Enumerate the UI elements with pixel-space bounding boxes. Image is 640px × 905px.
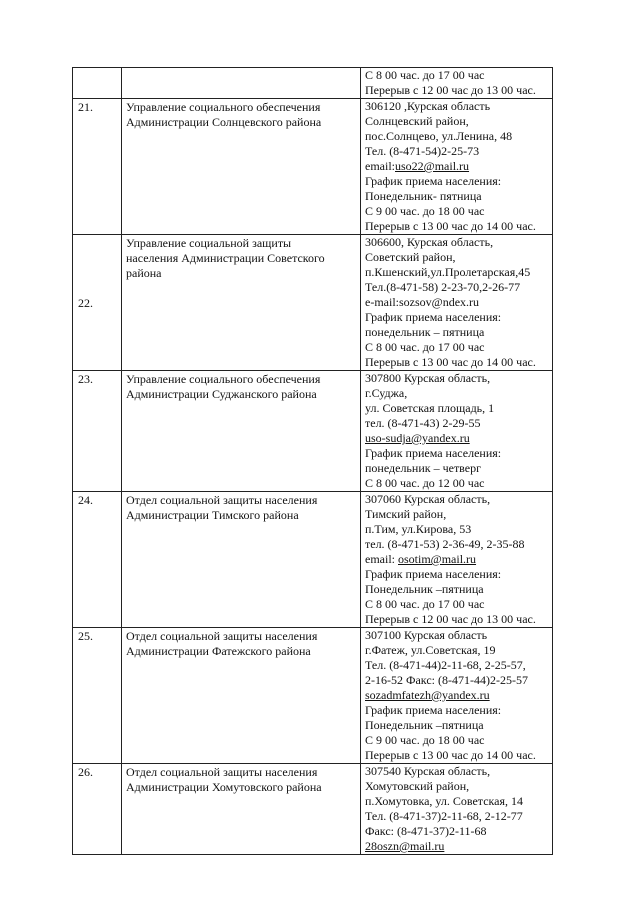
contact-line: г.Суджа,	[365, 386, 408, 400]
table-row	[73, 764, 553, 855]
contact-line: пос.Солнцево, ул.Ленина, 48	[365, 129, 513, 143]
row-number: 24.	[73, 492, 122, 628]
contact-line: С 8 00 час. до 17 00 час	[365, 597, 485, 611]
contact-line: 307540 Курская область,	[365, 764, 491, 778]
agency-name-line: Администрации Хомутовского района	[126, 780, 322, 794]
agency-name	[122, 371, 361, 492]
contact-line: e-mail:sozsov@ndex.ru	[365, 295, 480, 309]
contact-line: Хомутовский район,	[365, 779, 470, 793]
contact-line: Тел. (8-471-37)2-11-68, 2-12-77	[365, 809, 523, 823]
contact-info	[361, 628, 553, 764]
agency-name	[122, 764, 361, 855]
agency-name	[122, 235, 361, 371]
document-page	[72, 67, 552, 855]
contact-line: понедельник – четверг	[365, 461, 482, 475]
contact-line: С 9 00 час. до 18 00 час	[365, 204, 485, 218]
contact-info	[361, 492, 553, 628]
contact-line: г.Фатеж, ул.Советская, 19	[365, 643, 496, 657]
agency-name	[122, 99, 361, 235]
contact-line: Понедельник –пятница	[365, 582, 484, 596]
contact-line: График приема населения:	[365, 703, 502, 717]
table-row	[73, 371, 553, 492]
agency-name-line: района	[126, 266, 162, 280]
table-row	[73, 99, 553, 235]
social-protection-offices-table	[72, 67, 553, 855]
agency-name-line: Отдел социальной защиты населения	[126, 493, 318, 507]
contact-line	[365, 431, 550, 446]
email-link[interactable]: osotim@mail.ru	[398, 552, 477, 566]
contact-line	[365, 159, 550, 174]
email-link[interactable]: sozadmfatezh@yandex.ru	[365, 688, 490, 702]
contact-line: понедельник – пятница	[365, 325, 485, 339]
contact-line: Солнцевский район,	[365, 114, 469, 128]
contact-info	[361, 764, 553, 855]
contact-line: Перерыв с 13 00 час до 14 00 час.	[365, 748, 536, 762]
contact-line: Советский район,	[365, 250, 456, 264]
agency-name-line: Администрации Суджанского района	[126, 387, 317, 401]
contact-line: п.Хомутовка, ул. Советская, 14	[365, 794, 524, 808]
row-number	[73, 68, 122, 99]
contact-line: Тимский район,	[365, 507, 447, 521]
contact-line: С 9 00 час. до 18 00 час	[365, 733, 485, 747]
email-link[interactable]: uso-sudja@yandex.ru	[365, 431, 470, 445]
agency-name-line: Администрации Тимского района	[126, 508, 299, 522]
contact-info	[361, 68, 553, 99]
contact-line: График приема населения:	[365, 174, 502, 188]
agency-name	[122, 628, 361, 764]
email-link[interactable]: uso22@mail.ru	[395, 159, 470, 173]
contact-line: 306120 ,Курская область	[365, 99, 491, 113]
row-number: 23.	[73, 371, 122, 492]
agency-name-line: Управление социальной защиты	[126, 236, 292, 250]
contact-line: С 8 00 час. до 17 00 час	[365, 340, 485, 354]
agency-name-line: Администрации Солнцевского района	[126, 115, 322, 129]
email-prefix: email:	[365, 552, 398, 566]
contact-line: Тел. (8-471-44)2-11-68, 2-25-57,	[365, 658, 526, 672]
contact-line	[365, 839, 550, 854]
contact-line: Тел. (8-471-54)2-25-73	[365, 144, 480, 158]
agency-name-line: Отдел социальной защиты населения	[126, 629, 318, 643]
contact-line: Понедельник –пятница	[365, 718, 484, 732]
contact-line	[365, 552, 550, 567]
contact-line: Понедельник- пятница	[365, 189, 482, 203]
table-row	[73, 492, 553, 628]
contact-line: С 8 00 час. до 12 00 час	[365, 476, 485, 490]
contact-line: С 8 00 час. до 17 00 час	[365, 68, 485, 82]
contact-line: Перерыв с 13 00 час до 14 00 час.	[365, 219, 536, 233]
contact-line: ул. Советская площадь, 1	[365, 401, 495, 415]
contact-line	[365, 688, 550, 703]
agency-name-line: Управление социального обеспечения	[126, 372, 321, 386]
contact-line: График приема населения:	[365, 567, 502, 581]
row-number: 25.	[73, 628, 122, 764]
contact-line: Перерыв с 13 00 час до 14 00 час.	[365, 355, 536, 369]
contact-line: 306600, Курская область,	[365, 235, 494, 249]
contact-line: 307060 Курская область,	[365, 492, 491, 506]
contact-line: тел. (8-471-43) 2-29-55	[365, 416, 481, 430]
contact-line: п.Тим, ул.Кирова, 53	[365, 522, 472, 536]
table-row	[73, 235, 553, 371]
table-body	[73, 68, 553, 855]
table-row	[73, 628, 553, 764]
table-row	[73, 68, 553, 99]
contact-line: График приема населения:	[365, 446, 502, 460]
contact-line: График приема населения:	[365, 310, 502, 324]
row-number: 21.	[73, 99, 122, 235]
agency-name-line: Отдел социальной защиты населения	[126, 765, 318, 779]
contact-line: Тел.(8-471-58) 2-23-70,2-26-77	[365, 280, 521, 294]
email-link[interactable]: 28oszn@mail.ru	[365, 839, 445, 853]
contact-line: 2-16-52 Факс: (8-471-44)2-25-57	[365, 673, 528, 687]
contact-line: 307100 Курская область	[365, 628, 488, 642]
contact-info	[361, 371, 553, 492]
contact-line: Перерыв с 12 00 час до 13 00 час.	[365, 612, 536, 626]
row-number: 26.	[73, 764, 122, 855]
agency-name-line: населения Администрации Советского	[126, 251, 325, 265]
contact-line: Факс: (8-471-37)2-11-68	[365, 824, 487, 838]
row-number: 22.	[73, 235, 122, 371]
contact-line: 307800 Курская область,	[365, 371, 491, 385]
contact-line: п.Кшенский,ул.Пролетарская,45	[365, 265, 531, 279]
agency-name-line: Администрации Фатежского района	[126, 644, 311, 658]
email-prefix: email:	[365, 159, 395, 173]
contact-line: тел. (8-471-53) 2-36-49, 2-35-88	[365, 537, 525, 551]
agency-name	[122, 492, 361, 628]
agency-name-line: Управление социального обеспечения	[126, 100, 321, 114]
contact-info	[361, 235, 553, 371]
agency-name	[122, 68, 361, 99]
contact-line: Перерыв с 12 00 час до 13 00 час.	[365, 83, 536, 97]
contact-info	[361, 99, 553, 235]
